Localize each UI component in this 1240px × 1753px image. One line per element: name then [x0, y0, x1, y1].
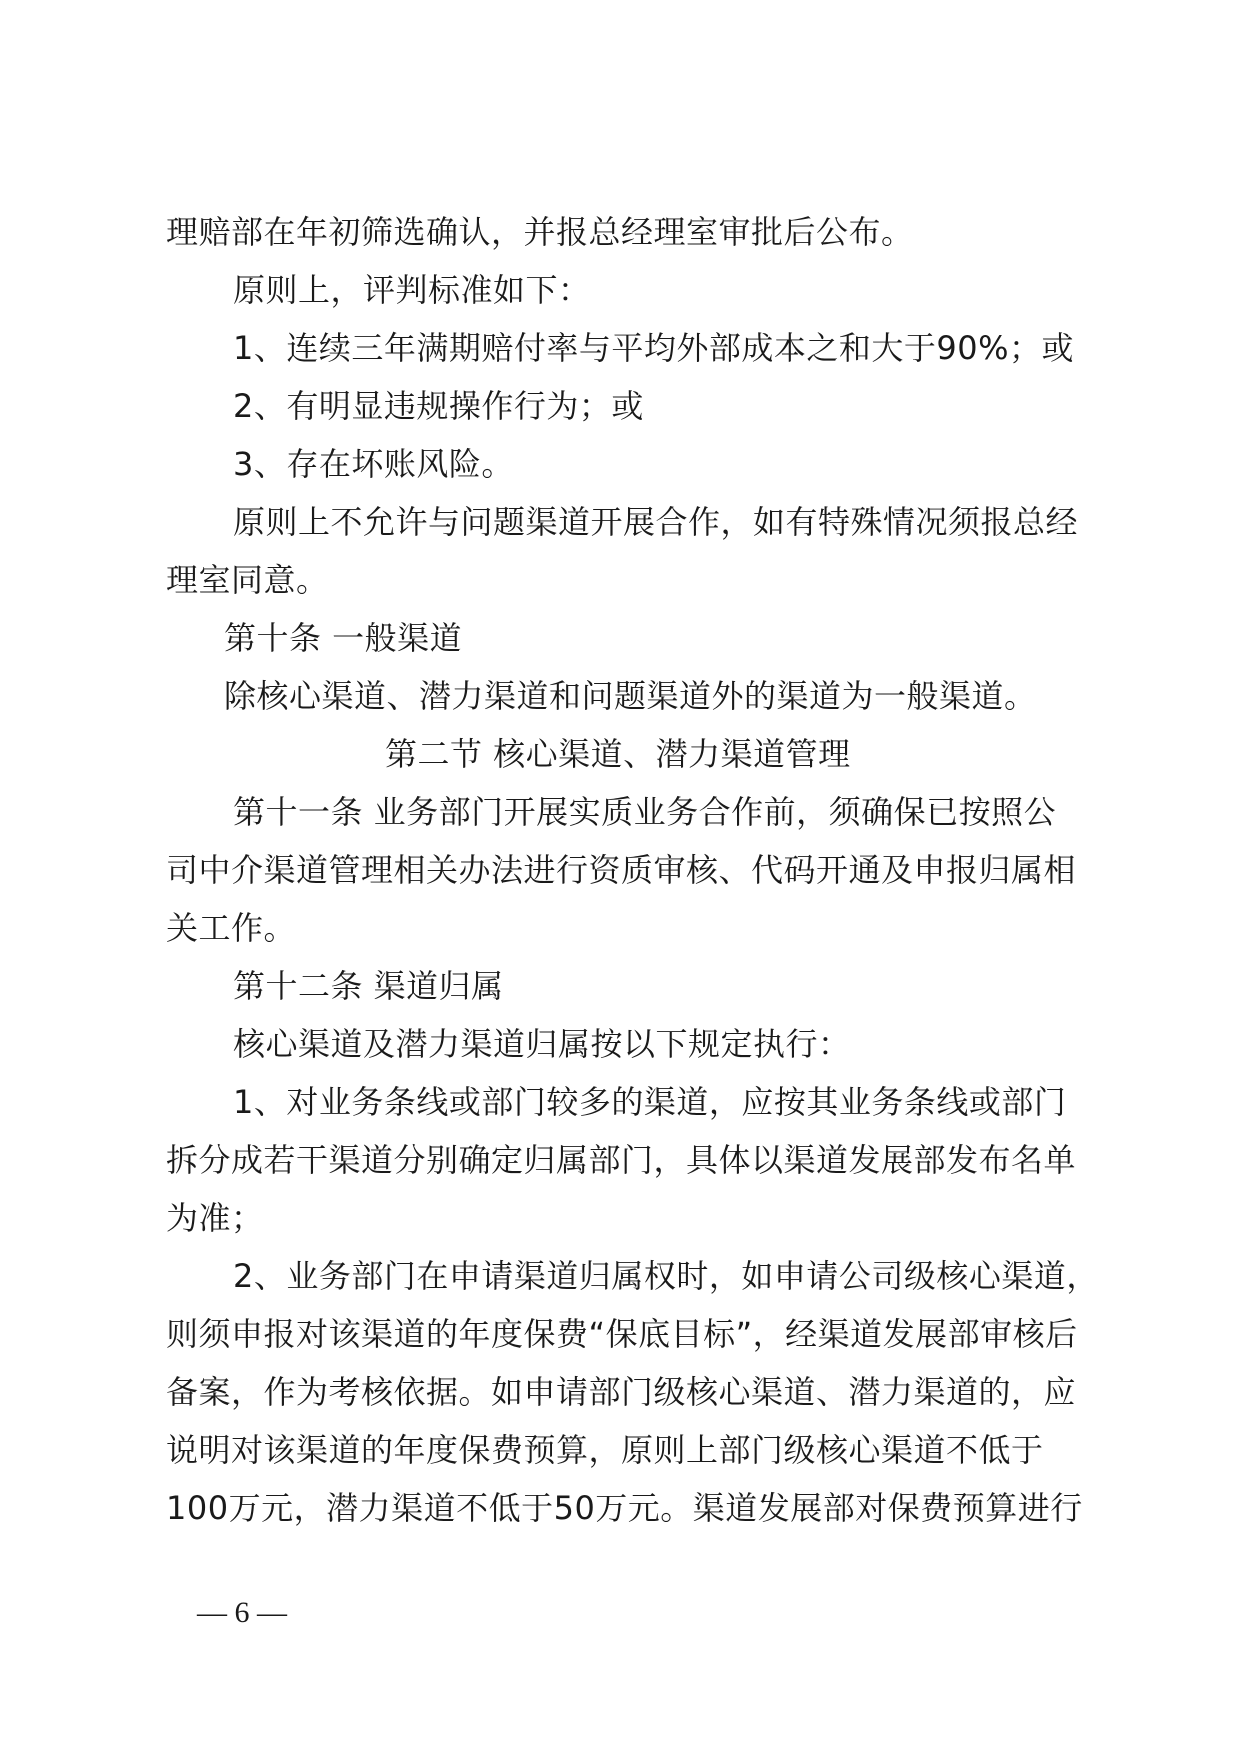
text-line: 1、对业务条线或部门较多的渠道，应按其业务条线或部门: [233, 1083, 1067, 1121]
text-line: 2、有明显违规操作行为；或: [233, 387, 644, 425]
text-line: 除核心渠道、潜力渠道和问题渠道外的渠道为一般渠道。: [224, 677, 1037, 715]
text-line: 拆分成若干渠道分别确定归属部门，具体以渠道发展部发布名单: [166, 1141, 1077, 1179]
article-heading: 第十条 一般渠道: [224, 619, 463, 657]
text-line: 原则上不允许与问题渠道开展合作，如有特殊情况须报总经: [233, 503, 1079, 541]
article-heading: 第十二条 渠道归属: [233, 967, 504, 1005]
text-line: 说明对该渠道的年度保费预算，原则上部门级核心渠道不低于: [166, 1431, 1044, 1469]
text-line: 备案，作为考核依据。如申请部门级核心渠道、潜力渠道的，应: [166, 1373, 1077, 1411]
text-line: 3、存在坏账风险。: [233, 445, 514, 483]
text-line: 则须申报对该渠道的年度保费“保底目标”，经渠道发展部审核后: [166, 1315, 1078, 1353]
text-line: 理赔部在年初筛选确认，并报总经理室审批后公布。: [166, 213, 914, 251]
text-line: 100万元，潜力渠道不低于50万元。渠道发展部对保费预算进行: [166, 1489, 1083, 1527]
section-heading: 第二节 核心渠道、潜力渠道管理: [385, 735, 851, 773]
text-line: 第十一条 业务部门开展实质业务合作前，须确保已按照公: [233, 793, 1057, 831]
text-line: 原则上，评判标准如下：: [233, 271, 591, 309]
text-line: 司中介渠道管理相关办法进行资质审核、代码开通及申报归属相: [166, 851, 1077, 889]
text-line: 理室同意。: [166, 561, 329, 599]
page-number: — 6 —: [197, 1596, 287, 1629]
text-line: 2、业务部门在申请渠道归属权时，如申请公司级核心渠道，: [233, 1257, 1099, 1295]
text-line: 关工作。: [166, 909, 297, 947]
text-line: 1、连续三年满期赔付率与平均外部成本之和大于90%；或: [233, 329, 1074, 367]
text-line: 核心渠道及潜力渠道归属按以下规定执行：: [233, 1025, 851, 1063]
text-line: 为准；: [166, 1199, 264, 1237]
